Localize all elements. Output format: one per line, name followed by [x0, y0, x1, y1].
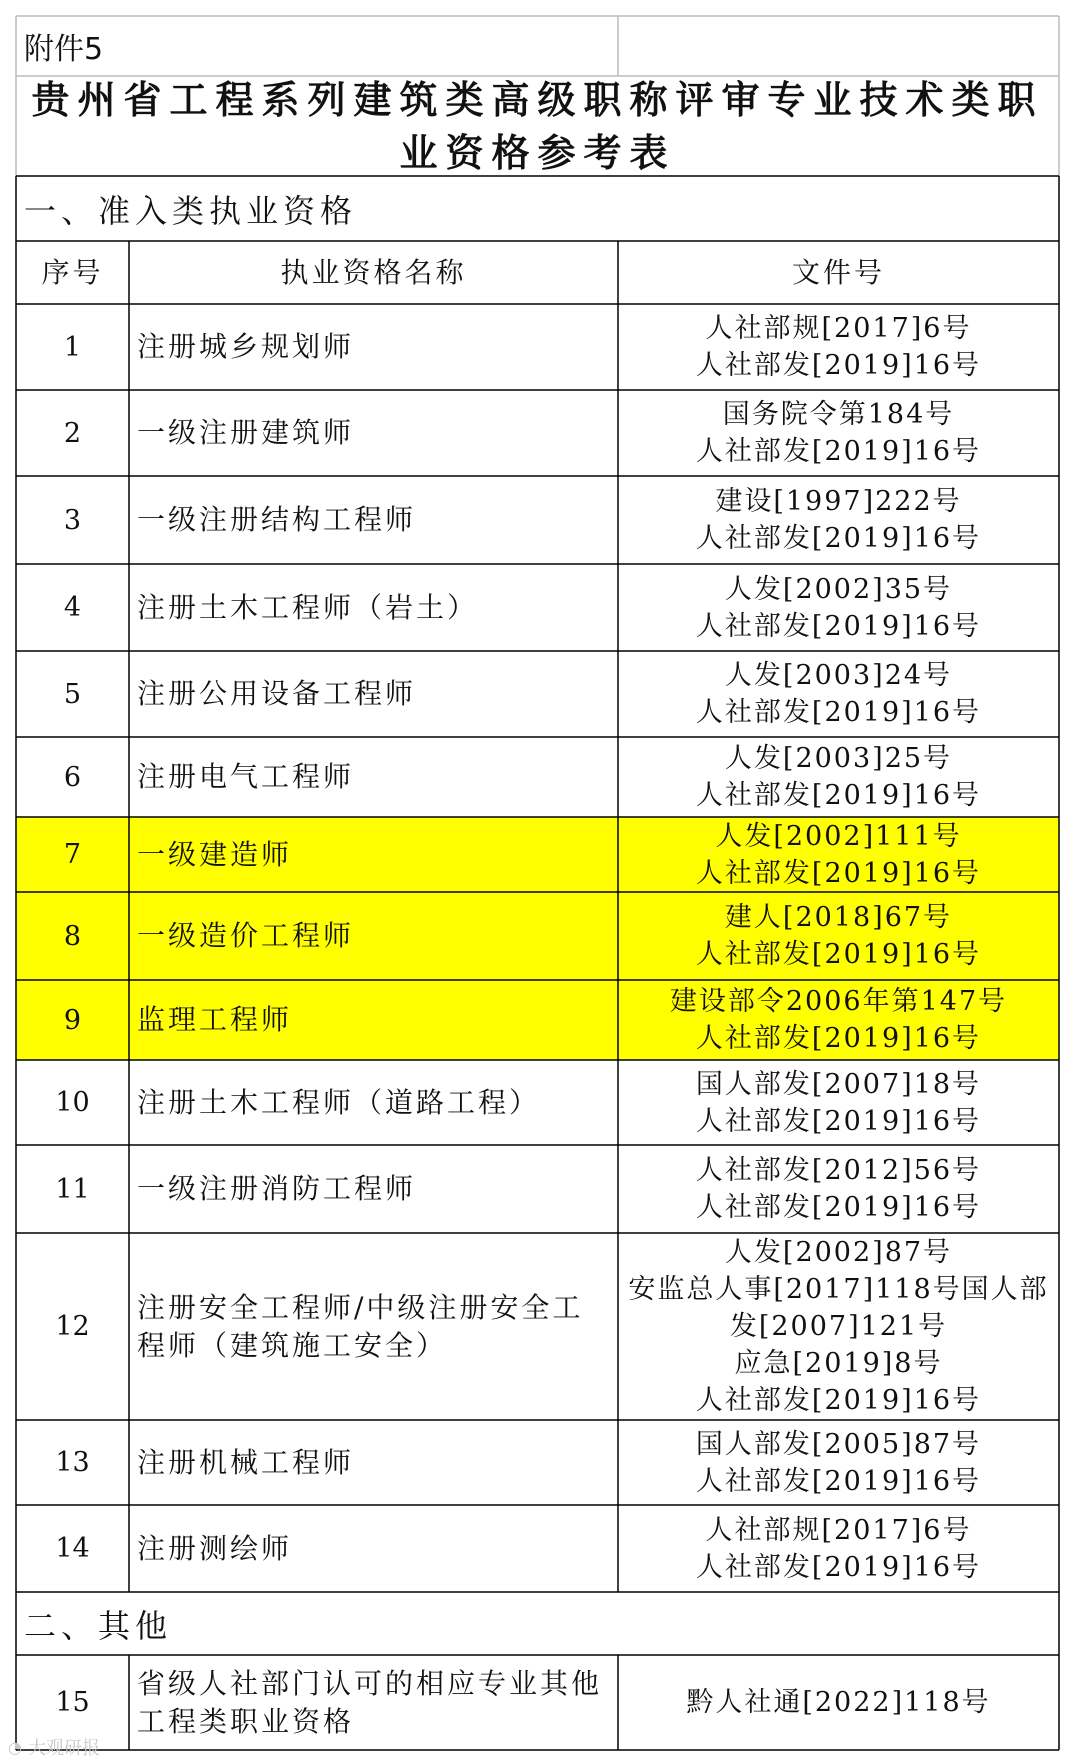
row-11-docs [618, 1145, 1059, 1233]
row-11-name: 一级注册消防工程师 [137, 1172, 417, 1205]
row-3-no: 3 [63, 504, 82, 536]
row-13-name: 注册机械工程师 [137, 1445, 355, 1479]
row-10-docs [618, 1060, 1059, 1145]
section-heading-2: 二、其他 [24, 1606, 173, 1645]
row-13-doc-2: 人社部发[2019]16号 [695, 1465, 982, 1497]
row-4-docs [618, 564, 1059, 651]
row-6-doc-2: 人社部发[2019]16号 [695, 780, 982, 811]
weibo-icon: ◔ [8, 1737, 22, 1757]
row-6-name: 注册电气工程师 [137, 760, 355, 793]
row-12-no: 12 [55, 1311, 90, 1342]
watermark [8, 1734, 100, 1760]
row-12-doc-1: 人发[2002]87号 [724, 1237, 953, 1268]
row-1-doc-1: 人社部规[2017]6号 [705, 313, 972, 344]
row-5-doc-2: 人社部发[2019]16号 [695, 697, 982, 728]
row-5-docs [618, 651, 1059, 737]
row-7-doc-2: 人社部发[2019]16号 [695, 857, 982, 889]
row-13-no: 13 [55, 1447, 90, 1478]
row-14-name: 注册测绘师 [137, 1531, 293, 1565]
row-1-docs [618, 304, 1059, 390]
watermark-text: 大观研报 [27, 1738, 100, 1759]
row-9-doc-2: 人社部发[2019]16号 [695, 1023, 982, 1054]
row-1-no: 1 [63, 331, 82, 363]
row-2-no: 2 [63, 417, 82, 449]
row-4-doc-2: 人社部发[2019]16号 [695, 610, 982, 642]
title-line-2: 业资格参考表 [399, 130, 676, 175]
row-9-doc-1: 建设部令2006年第147号 [669, 986, 1008, 1017]
row-10-no: 10 [55, 1087, 90, 1118]
row-12-name: 注册安全工程师/中级注册安全工程师（建筑施工安全） [137, 1290, 584, 1362]
row-3-docs [618, 476, 1059, 564]
row-3-name: 一级注册结构工程师 [137, 503, 417, 536]
row-12-doc-4: 人社部发[2019]16号 [695, 1385, 982, 1416]
row-7-name: 一级建造师 [137, 837, 293, 871]
row-2-docs [618, 390, 1059, 476]
table-title [16, 76, 1059, 176]
row-14-doc-1: 人社部规[2017]6号 [705, 1514, 972, 1546]
row-4-doc-1: 人发[2002]35号 [724, 573, 953, 605]
header-doc: 文件号 [791, 255, 885, 289]
row-7-doc-1: 人发[2002]111号 [715, 820, 962, 852]
row-5-no: 5 [63, 678, 82, 710]
row-10-name: 注册土木工程师（道路工程） [137, 1085, 541, 1119]
row-6-docs [618, 737, 1059, 817]
row-12-docs [618, 1233, 1059, 1420]
row-9-name: 监理工程师 [137, 1003, 293, 1036]
header-no: 序号 [41, 255, 104, 289]
row-1-name: 注册城乡规划师 [137, 330, 355, 363]
attachment-label: 附件5 [24, 32, 104, 67]
row-12-doc-2: 安监总人事[2017]118号国人部发[2007]121号 [628, 1274, 1049, 1342]
row-14-doc-2: 人社部发[2019]16号 [695, 1551, 982, 1583]
row-10-doc-1: 国人部发[2007]18号 [695, 1068, 982, 1100]
header-name: 执业资格名称 [280, 255, 467, 289]
row-11-no: 11 [55, 1173, 90, 1205]
row-8-doc-1: 建人[2018]67号 [724, 902, 953, 933]
row-13-doc-1: 国人部发[2005]87号 [695, 1428, 982, 1460]
row-12-doc-3: 应急[2019]8号 [734, 1348, 943, 1379]
row-5-doc-1: 人发[2003]24号 [724, 660, 953, 691]
row-2-doc-1: 国务院令第184号 [722, 399, 955, 430]
row-9-docs [618, 980, 1059, 1060]
row-10-doc-2: 人社部发[2019]16号 [695, 1105, 982, 1137]
row-11-doc-2: 人社部发[2019]16号 [695, 1192, 982, 1223]
row-7-docs [618, 817, 1059, 892]
row-2-name: 一级注册建筑师 [137, 416, 355, 449]
row-8-doc-2: 人社部发[2019]16号 [695, 939, 982, 970]
row-8-no: 8 [63, 920, 82, 952]
row-6-no: 6 [63, 761, 82, 793]
row-3-doc-2: 人社部发[2019]16号 [695, 523, 982, 554]
row-7-no: 7 [63, 839, 82, 870]
row-15-docs [618, 1655, 1059, 1750]
row-4-no: 4 [63, 592, 82, 623]
section-heading-1: 一、准入类执业资格 [24, 191, 358, 230]
row-11-doc-1: 人社部发[2012]56号 [695, 1155, 982, 1186]
row-15-name: 省级人社部门认可的相应专业其他工程类职业资格 [137, 1666, 603, 1738]
row-14-docs [618, 1505, 1059, 1592]
row-4-name: 注册土木工程师（岩土） [137, 590, 479, 624]
row-9-no: 9 [63, 1004, 82, 1036]
row-14-no: 14 [55, 1533, 90, 1564]
row-15-no: 15 [55, 1687, 90, 1718]
row-13-docs [618, 1420, 1059, 1505]
title-line-1: 贵州省工程系列建筑类高级职称评审专业技术类职 [31, 77, 1044, 122]
row-3-doc-1: 建设[1997]222号 [715, 486, 962, 517]
row-8-docs [618, 892, 1059, 980]
row-1-doc-2: 人社部发[2019]16号 [695, 350, 982, 381]
row-2-doc-2: 人社部发[2019]16号 [695, 436, 982, 467]
row-5-name: 注册公用设备工程师 [137, 677, 417, 710]
row-15-doc-1: 黔人社通[2022]118号 [686, 1687, 991, 1718]
row-6-doc-1: 人发[2003]25号 [724, 743, 953, 774]
row-8-name: 一级造价工程师 [137, 919, 355, 952]
